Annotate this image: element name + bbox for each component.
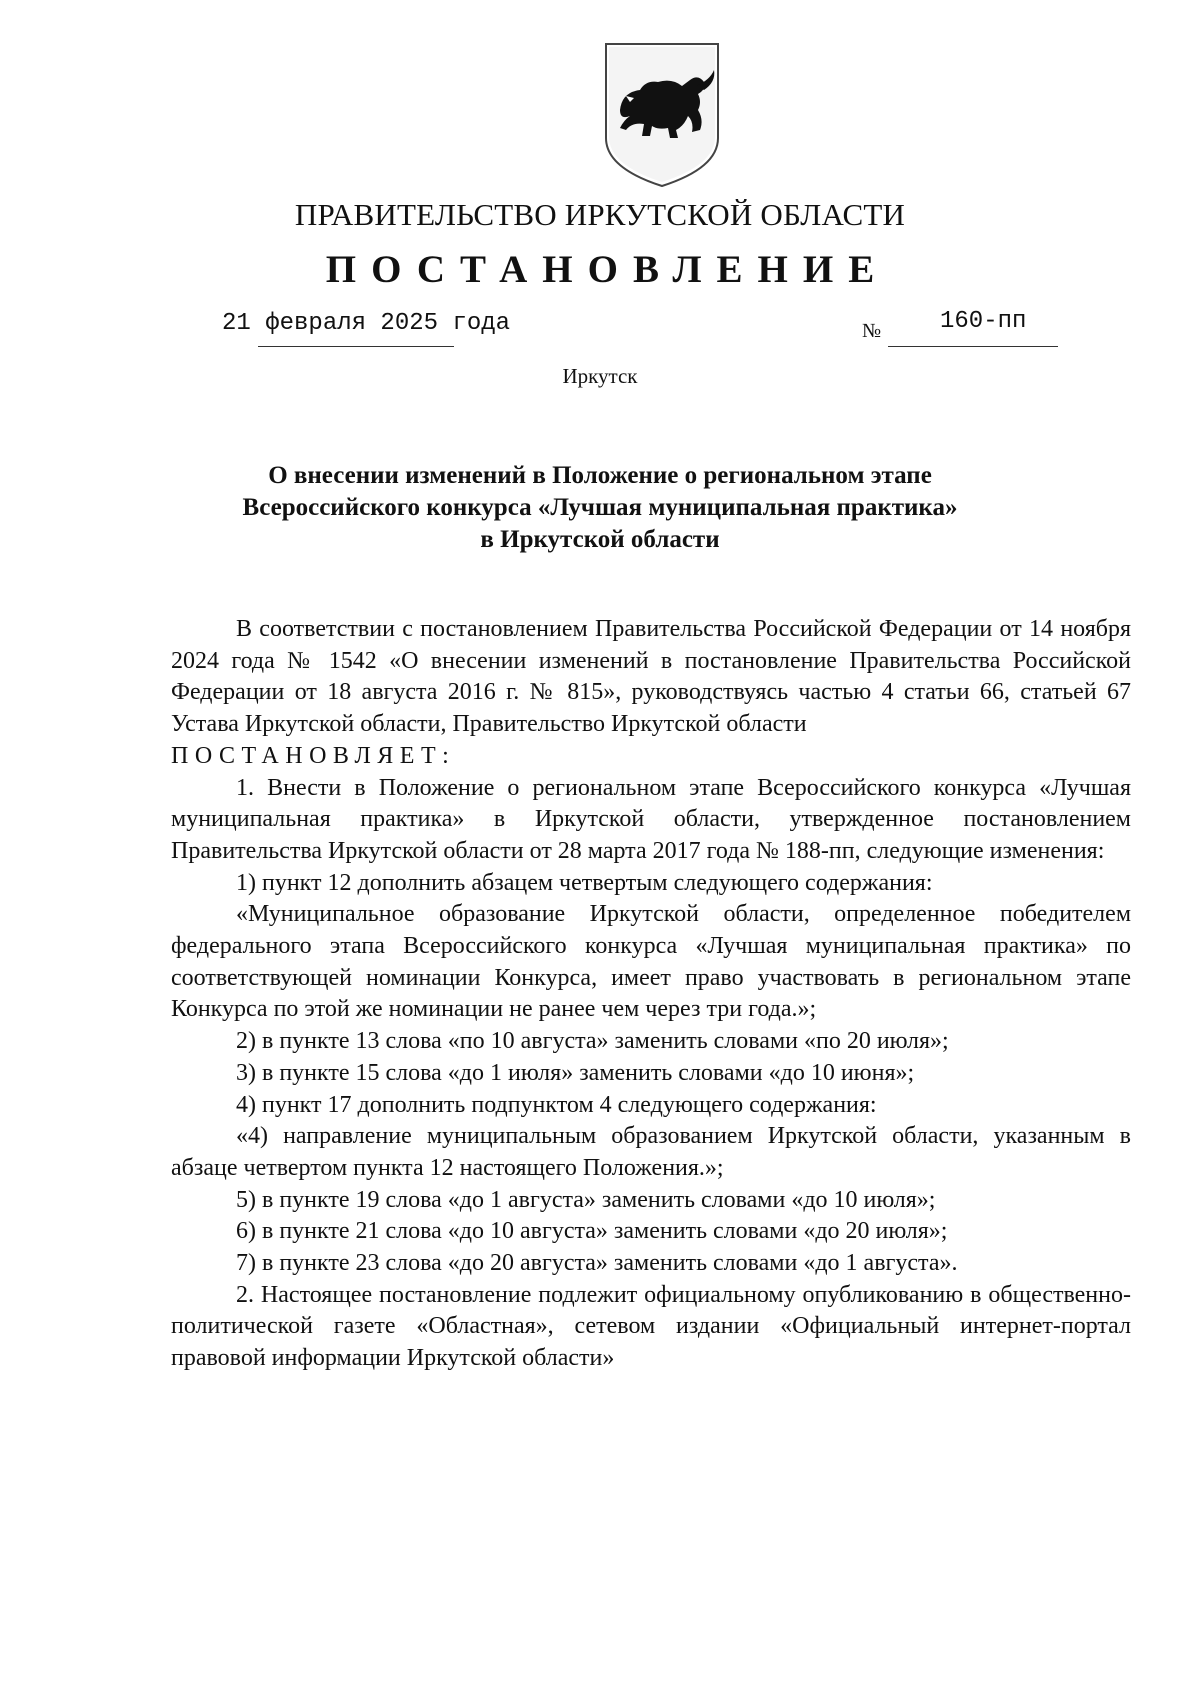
subitem-2-paragraph: 2) в пункте 13 слова «по 10 августа» заменить словами «по 20 июля»; [236,1028,949,1055]
subitem-1-paragraph: 1) пункт 12 дополнить абзацем четвертым следующего содержания: [236,869,933,896]
subitem-4-quote: «4) направление муниципальным образованием Иркутской области, указанным в абзаце четвертом пункта 12 настоящего Положения.»; [171,1123,1131,1181]
preamble-paragraph: В соответствии с постановлением Правительства Российской Федерации от 14 ноября 2024 года № 1542 «О внесении изменений в постановление Правительства Российской Федерации от 18 августа 2016 г. № 815», руководствуясь частью 4 статьи 66, статьей 67 Устава Иркутской области, Правительство Иркутской области [171,616,1131,738]
item-1-paragraph: 1. Внести в Положение о региональном этапе Всероссийского конкурса «Лучшая муниципальная практика» в Иркутской области, утвержденное постановлением Правительства Иркутской области от 28 марта 2017 года № 188-пп, следующие изменения: [171,774,1131,864]
title-line-1: О внесении изменений в Положение о региональном этапе [268,462,932,489]
subitem-7-paragraph: 7) в пункте 23 слова «до 20 августа» заменить словами «до 1 августа». [236,1250,958,1277]
number-underline [888,346,1058,347]
subitem-3-paragraph: 3) в пункте 15 слова «до 1 июля» заменить словами «до 10 июня»; [236,1059,915,1086]
subitem-6-paragraph: 6) в пункте 21 слова «до 10 августа» заменить словами «до 20 июля»; [236,1218,948,1245]
document-number: 160-пп [940,308,1027,335]
document-date: 21 февраля 2025 года [222,310,511,337]
subitem-1-quote: «Муниципальное образование Иркутской области, определенное победителем федерального этапа Всероссийского конкурса «Лучшая муниципальная практика» по соответствующей номинации Конкурса, имеет право участвовать в региональном этапе Конкурса по этой же номинации не ранее чем через три года.»; [171,901,1131,1023]
number-sign: № [862,320,882,342]
subitem-4-paragraph: 4) пункт 17 дополнить подпунктом 4 следующего содержания: [236,1091,877,1118]
title-line-3: в Иркутской области [480,526,720,553]
date-underline [258,346,454,347]
title-line-2: Всероссийского конкурса «Лучшая муниципальная практика» [242,494,958,521]
document-body [171,614,1131,1375]
decree-word: ПОСТАНОВЛЯЕТ: [171,742,456,769]
document-title [0,460,1200,556]
document-type: ПОСТАНОВЛЕНИЕ [325,248,890,291]
item-2-paragraph: 2. Настоящее постановление подлежит официальному опубликованию в общественно-политической газете «Областная», сетевом издании «Официальный интернет-портал правовой информации Иркутской области» [171,1281,1131,1372]
government-name: ПРАВИТЕЛЬСТВО ИРКУТСКОЙ ОБЛАСТИ [294,197,906,232]
city: Иркутск [562,364,638,388]
coat-of-arms-icon [600,40,724,190]
subitem-5-paragraph: 5) в пункте 19 слова «до 1 августа» заменить словами «до 10 июля»; [236,1186,936,1213]
